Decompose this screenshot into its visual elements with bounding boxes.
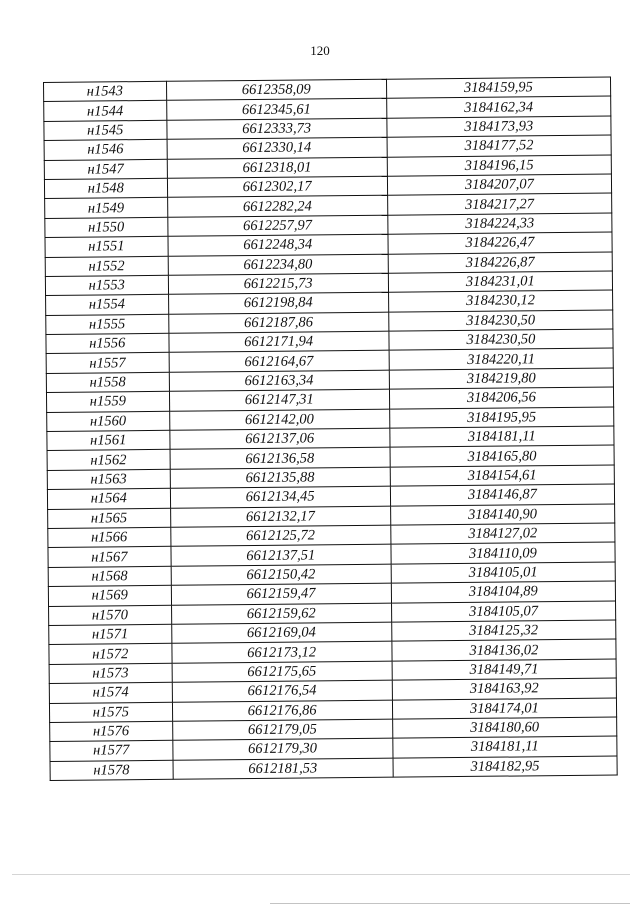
point-id-cell: н1566 xyxy=(48,527,171,548)
point-id-cell: н1571 xyxy=(49,624,172,645)
point-id-cell: н1556 xyxy=(46,333,169,354)
x-coordinate-cell: 6612198,84 xyxy=(168,292,388,314)
point-id-cell: н1564 xyxy=(47,489,170,510)
y-coordinate-cell: 3184173,93 xyxy=(387,116,611,138)
point-id-cell: н1547 xyxy=(44,159,167,180)
x-coordinate-cell: 6612176,54 xyxy=(172,680,392,702)
x-coordinate-cell: 6612134,45 xyxy=(170,486,390,508)
point-id-cell: н1578 xyxy=(50,760,173,781)
x-coordinate-cell: 6612179,05 xyxy=(172,719,392,741)
x-coordinate-cell: 6612169,04 xyxy=(171,622,391,644)
y-coordinate-cell: 3184226,47 xyxy=(388,232,612,254)
x-coordinate-cell: 6612345,61 xyxy=(166,99,386,121)
x-coordinate-cell: 6612333,73 xyxy=(166,118,386,140)
point-id-cell: н1551 xyxy=(45,236,168,257)
point-id-cell: н1577 xyxy=(50,741,173,762)
x-coordinate-cell: 6612135,88 xyxy=(170,467,390,489)
x-coordinate-cell: 6612175,65 xyxy=(172,661,392,683)
y-coordinate-cell: 3184181,11 xyxy=(393,736,617,758)
y-coordinate-cell: 3184219,80 xyxy=(389,368,613,390)
point-id-cell: н1576 xyxy=(50,721,173,742)
table-row xyxy=(50,756,617,781)
y-coordinate-cell: 3184220,11 xyxy=(389,349,613,371)
y-coordinate-cell: 3184136,02 xyxy=(392,639,616,661)
y-coordinate-cell: 3184195,95 xyxy=(389,407,613,429)
y-coordinate-cell: 3184127,02 xyxy=(391,523,615,545)
y-coordinate-cell: 3184105,01 xyxy=(391,562,615,584)
point-id-cell: н1574 xyxy=(49,682,172,703)
point-id-cell: н1563 xyxy=(47,469,170,490)
x-coordinate-cell: 6612137,51 xyxy=(171,545,391,567)
x-coordinate-cell: 6612318,01 xyxy=(167,157,387,179)
y-coordinate-cell: 3184181,11 xyxy=(390,426,614,448)
point-id-cell: н1550 xyxy=(45,217,168,238)
point-id-cell: н1565 xyxy=(48,508,171,529)
x-coordinate-cell: 6612248,34 xyxy=(168,234,388,256)
point-id-cell: н1554 xyxy=(46,295,169,316)
y-coordinate-cell: 3184162,34 xyxy=(386,96,610,118)
x-coordinate-cell: 6612142,00 xyxy=(169,409,389,431)
x-coordinate-cell: 6612330,14 xyxy=(167,137,387,159)
scan-artifact-line xyxy=(270,903,630,904)
point-id-cell: н1568 xyxy=(48,566,171,587)
y-coordinate-cell: 3184174,01 xyxy=(392,698,616,720)
x-coordinate-cell: 6612136,58 xyxy=(170,448,390,470)
y-coordinate-cell: 3184105,07 xyxy=(391,601,615,623)
x-coordinate-cell: 6612159,62 xyxy=(171,603,391,625)
point-id-cell: н1559 xyxy=(46,392,169,413)
x-coordinate-cell: 6612234,80 xyxy=(168,254,388,276)
y-coordinate-cell: 3184104,89 xyxy=(391,581,615,603)
y-coordinate-cell: 3184163,92 xyxy=(392,678,616,700)
y-coordinate-cell: 3184159,95 xyxy=(386,77,610,99)
x-coordinate-cell: 6612187,86 xyxy=(168,312,388,334)
point-id-cell: н1549 xyxy=(45,198,168,219)
x-coordinate-cell: 6612173,12 xyxy=(171,642,391,664)
x-coordinate-cell: 6612176,86 xyxy=(172,700,392,722)
coordinates-table xyxy=(43,77,618,781)
point-id-cell: н1572 xyxy=(49,644,172,665)
y-coordinate-cell: 3184177,52 xyxy=(387,135,611,157)
y-coordinate-cell: 3184217,27 xyxy=(387,193,611,215)
point-id-cell: н1567 xyxy=(48,547,171,568)
x-coordinate-cell: 6612147,31 xyxy=(169,389,389,411)
y-coordinate-cell: 3184182,95 xyxy=(393,756,617,778)
point-id-cell: н1544 xyxy=(44,101,167,122)
point-id-cell: н1573 xyxy=(49,663,172,684)
point-id-cell: н1548 xyxy=(44,178,167,199)
y-coordinate-cell: 3184230,50 xyxy=(388,310,612,332)
page-number: 120 xyxy=(310,43,330,58)
x-coordinate-cell: 6612137,06 xyxy=(169,428,389,450)
x-coordinate-cell: 6612181,53 xyxy=(173,758,393,780)
y-coordinate-cell: 3184206,56 xyxy=(389,387,613,409)
scan-artifact-line xyxy=(12,874,630,875)
point-id-cell: н1575 xyxy=(49,702,172,723)
y-coordinate-cell: 3184110,09 xyxy=(391,542,615,564)
y-coordinate-cell: 3184226,87 xyxy=(388,252,612,274)
point-id-cell: н1546 xyxy=(44,139,167,160)
point-id-cell: н1553 xyxy=(45,275,168,296)
x-coordinate-cell: 6612150,42 xyxy=(171,564,391,586)
y-coordinate-cell: 3184140,90 xyxy=(390,504,614,526)
point-id-cell: н1569 xyxy=(48,585,171,606)
x-coordinate-cell: 6612159,47 xyxy=(171,583,391,605)
point-id-cell: н1562 xyxy=(47,450,170,471)
x-coordinate-cell: 6612257,97 xyxy=(167,215,387,237)
x-coordinate-cell: 6612132,17 xyxy=(170,506,390,528)
y-coordinate-cell: 3184207,07 xyxy=(387,174,611,196)
point-id-cell: н1561 xyxy=(47,430,170,451)
y-coordinate-cell: 3184224,33 xyxy=(388,213,612,235)
y-coordinate-cell: 3184180,60 xyxy=(392,717,616,739)
y-coordinate-cell: 3184154,61 xyxy=(390,465,614,487)
point-id-cell: н1552 xyxy=(45,256,168,277)
y-coordinate-cell: 3184230,12 xyxy=(388,290,612,312)
y-coordinate-cell: 3184125,32 xyxy=(391,620,615,642)
x-coordinate-cell: 6612164,67 xyxy=(169,351,389,373)
y-coordinate-cell: 3184230,50 xyxy=(389,329,613,351)
point-id-cell: н1545 xyxy=(44,120,167,141)
point-id-cell: н1555 xyxy=(46,314,169,335)
point-id-cell: н1560 xyxy=(47,411,170,432)
x-coordinate-cell: 6612302,17 xyxy=(167,176,387,198)
y-coordinate-cell: 3184165,80 xyxy=(390,445,614,467)
x-coordinate-cell: 6612358,09 xyxy=(166,79,386,101)
point-id-cell: н1558 xyxy=(46,372,169,393)
x-coordinate-cell: 6612282,24 xyxy=(167,196,387,218)
x-coordinate-cell: 6612163,34 xyxy=(169,370,389,392)
y-coordinate-cell: 3184196,15 xyxy=(387,155,611,177)
y-coordinate-cell: 3184149,71 xyxy=(392,659,616,681)
point-id-cell: н1557 xyxy=(46,353,169,374)
x-coordinate-cell: 6612179,30 xyxy=(172,738,392,760)
x-coordinate-cell: 6612171,94 xyxy=(168,331,388,353)
point-id-cell: н1570 xyxy=(49,605,172,626)
x-coordinate-cell: 6612215,73 xyxy=(168,273,388,295)
y-coordinate-cell: 3184231,01 xyxy=(388,271,612,293)
coordinates-table-body xyxy=(44,77,618,780)
x-coordinate-cell: 6612125,72 xyxy=(170,525,390,547)
y-coordinate-cell: 3184146,87 xyxy=(390,484,614,506)
point-id-cell: н1543 xyxy=(44,81,167,102)
